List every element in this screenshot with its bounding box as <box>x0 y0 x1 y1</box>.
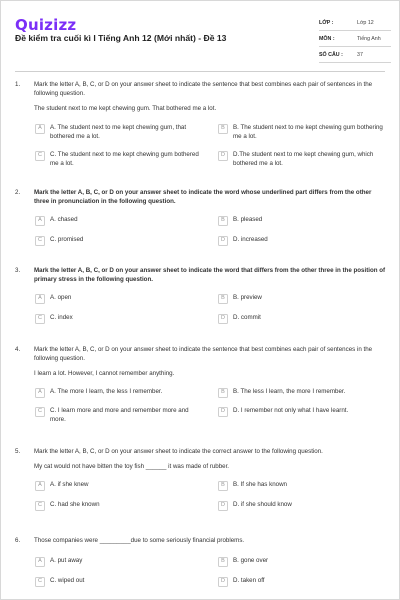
meta-key: MÔN : <box>319 35 335 42</box>
option-b[interactable] <box>218 557 268 567</box>
meta-row-class <box>319 15 391 31</box>
option-d[interactable] <box>218 501 292 511</box>
option-letter-box[interactable]: B <box>218 388 228 398</box>
option-text: A. chased <box>50 215 78 223</box>
option-text: C. I learn more and more and remember more and more. <box>50 406 189 423</box>
option-text: D. increased <box>233 235 268 243</box>
option-c[interactable] <box>35 236 83 246</box>
meta-value: 37 <box>357 51 363 58</box>
option-b[interactable] <box>218 481 287 491</box>
option-text: B. preview <box>233 293 262 301</box>
meta-value: Tiếng Anh <box>357 35 381 42</box>
question-number: 6. <box>15 537 21 544</box>
option-letter-box[interactable]: A <box>35 216 45 226</box>
question-instruction: Mark the letter A, B, C, or D on your answer sheet to indicate the word that differs from the other three in the position of primary stress in the following question. <box>34 267 386 283</box>
option-text: C. had she known <box>50 500 100 508</box>
meta-key: LỚP : <box>319 19 334 26</box>
option-letter-box[interactable]: D <box>218 151 228 161</box>
option-letter-box[interactable]: A <box>35 124 45 134</box>
option-text: A. put away <box>50 556 83 564</box>
option-d[interactable] <box>218 407 390 417</box>
question-instruction: Mark the letter A, B, C, or D on your answer sheet to indicate the sentence that best combines each pair of sentences in the following question. <box>34 346 373 362</box>
option-text: B. The student next to me kept chewing gum bothering me a lot. <box>233 123 383 140</box>
option-letter-box[interactable]: D <box>218 577 228 587</box>
question-instruction: Those companies were _________due to some seriously financial problems. <box>34 537 245 544</box>
option-text: B. If she has known <box>233 480 287 488</box>
option-letter-box[interactable]: C <box>35 577 45 587</box>
options <box>35 557 387 597</box>
question-1 <box>15 81 387 184</box>
option-text: D. if she should know <box>233 500 292 508</box>
question-3 <box>15 267 387 334</box>
option-b[interactable] <box>218 216 262 226</box>
option-text: D. commit <box>233 313 261 321</box>
question-6 <box>15 537 387 597</box>
option-c[interactable] <box>35 577 84 587</box>
option-d[interactable] <box>218 236 268 246</box>
option-letter-box[interactable]: D <box>218 236 228 246</box>
option-text: D.The student next to me kept chewing gum, which bothered me a lot. <box>233 150 374 167</box>
option-text: C. index <box>50 313 73 321</box>
option-a[interactable] <box>35 557 82 567</box>
worksheet-meta <box>319 15 391 63</box>
option-letter-box[interactable]: C <box>35 501 45 511</box>
quizizz-logo: Quizizz <box>15 16 77 34</box>
question-number: 5. <box>15 448 21 455</box>
question-sentence: The student next to me kept chewing gum. That bothered me a lot. <box>34 104 217 112</box>
option-d[interactable] <box>218 314 261 324</box>
meta-row-subject <box>319 31 391 47</box>
option-letter-box[interactable]: C <box>35 151 45 161</box>
option-text: B. pleased <box>233 215 263 223</box>
worksheet-header <box>1 1 399 63</box>
option-text: A. open <box>50 293 72 301</box>
meta-value: Lớp 12 <box>357 19 374 26</box>
option-letter-box[interactable]: B <box>218 481 228 491</box>
option-b[interactable] <box>218 388 390 398</box>
question-number: 1. <box>15 81 21 88</box>
option-text: A. The student next to me kept chewing gum, that bothered me a lot. <box>50 123 187 140</box>
question-instruction: Mark the letter A, B, C, or D on your answer sheet to indicate the correct answer to the following question. <box>34 448 323 455</box>
option-letter-box[interactable]: A <box>35 557 45 567</box>
option-letter-box[interactable]: D <box>218 501 228 511</box>
option-text: B. gone over <box>233 556 269 564</box>
option-c[interactable] <box>35 151 205 169</box>
option-a[interactable] <box>35 294 71 304</box>
question-number: 2. <box>15 189 21 196</box>
options <box>35 216 387 256</box>
option-c[interactable] <box>35 501 100 511</box>
option-letter-box[interactable]: B <box>218 124 228 134</box>
option-text: C. wiped out <box>50 576 85 584</box>
option-letter-box[interactable]: B <box>218 557 228 567</box>
question-instruction: Mark the letter A, B, C, or D on your answer sheet to indicate the word whose underlined part differs from the other three in pronunciation in the following question. <box>34 189 372 205</box>
option-letter-box[interactable]: D <box>218 407 228 417</box>
option-a[interactable] <box>35 124 205 142</box>
option-text: D. I remember not only what I have learnt. <box>233 406 349 414</box>
option-letter-box[interactable]: B <box>218 216 228 226</box>
question-4 <box>15 346 387 432</box>
option-a[interactable] <box>35 216 78 226</box>
question-5 <box>15 448 387 521</box>
option-text: C. promised <box>50 235 84 243</box>
option-text: A. if she knew <box>50 480 89 488</box>
option-a[interactable] <box>35 481 89 491</box>
option-c[interactable] <box>35 314 73 324</box>
option-letter-box[interactable]: B <box>218 294 228 304</box>
option-d[interactable] <box>218 577 265 587</box>
option-letter-box[interactable]: C <box>35 236 45 246</box>
question-number: 4. <box>15 346 21 353</box>
option-letter-box[interactable]: C <box>35 314 45 324</box>
worksheet-title: Đề kiểm tra cuối kì I Tiếng Anh 12 (Mới nhất) - Đề 13 <box>15 33 227 43</box>
header-divider <box>15 71 385 72</box>
question-number: 3. <box>15 267 21 274</box>
option-letter-box[interactable]: A <box>35 294 45 304</box>
question-sentence: I learn a lot. However, I cannot remember anything. <box>34 369 175 377</box>
option-text: D. taken off <box>233 576 265 584</box>
meta-key: SỐ CÂU : <box>319 51 343 58</box>
option-b[interactable] <box>218 294 262 304</box>
option-d[interactable] <box>218 151 390 169</box>
option-letter-box[interactable]: D <box>218 314 228 324</box>
option-a[interactable] <box>35 388 205 398</box>
option-letter-box[interactable]: C <box>35 407 45 417</box>
option-letter-box[interactable]: A <box>35 481 45 491</box>
meta-row-count <box>319 47 391 63</box>
option-text: C. The student next to me kept chewing gum bothered me a lot. <box>50 150 199 167</box>
option-b[interactable] <box>218 124 390 142</box>
options <box>35 294 387 334</box>
option-c[interactable] <box>35 407 205 425</box>
options <box>35 481 387 521</box>
question-2 <box>15 189 387 256</box>
options <box>35 388 387 432</box>
options <box>35 124 387 184</box>
question-instruction: Mark the letter A, B, C, or D on your answer sheet to indicate the sentence that best combines each pair of sentences in the following question. <box>34 81 373 97</box>
option-letter-box[interactable]: A <box>35 388 45 398</box>
question-sentence: My cat would not have bitten the toy fish ______ it was made of rubber. <box>34 462 230 470</box>
option-text: B. The less I learn, the more I remember. <box>233 387 346 395</box>
option-text: A. The more I learn, the less I remember. <box>50 387 163 395</box>
